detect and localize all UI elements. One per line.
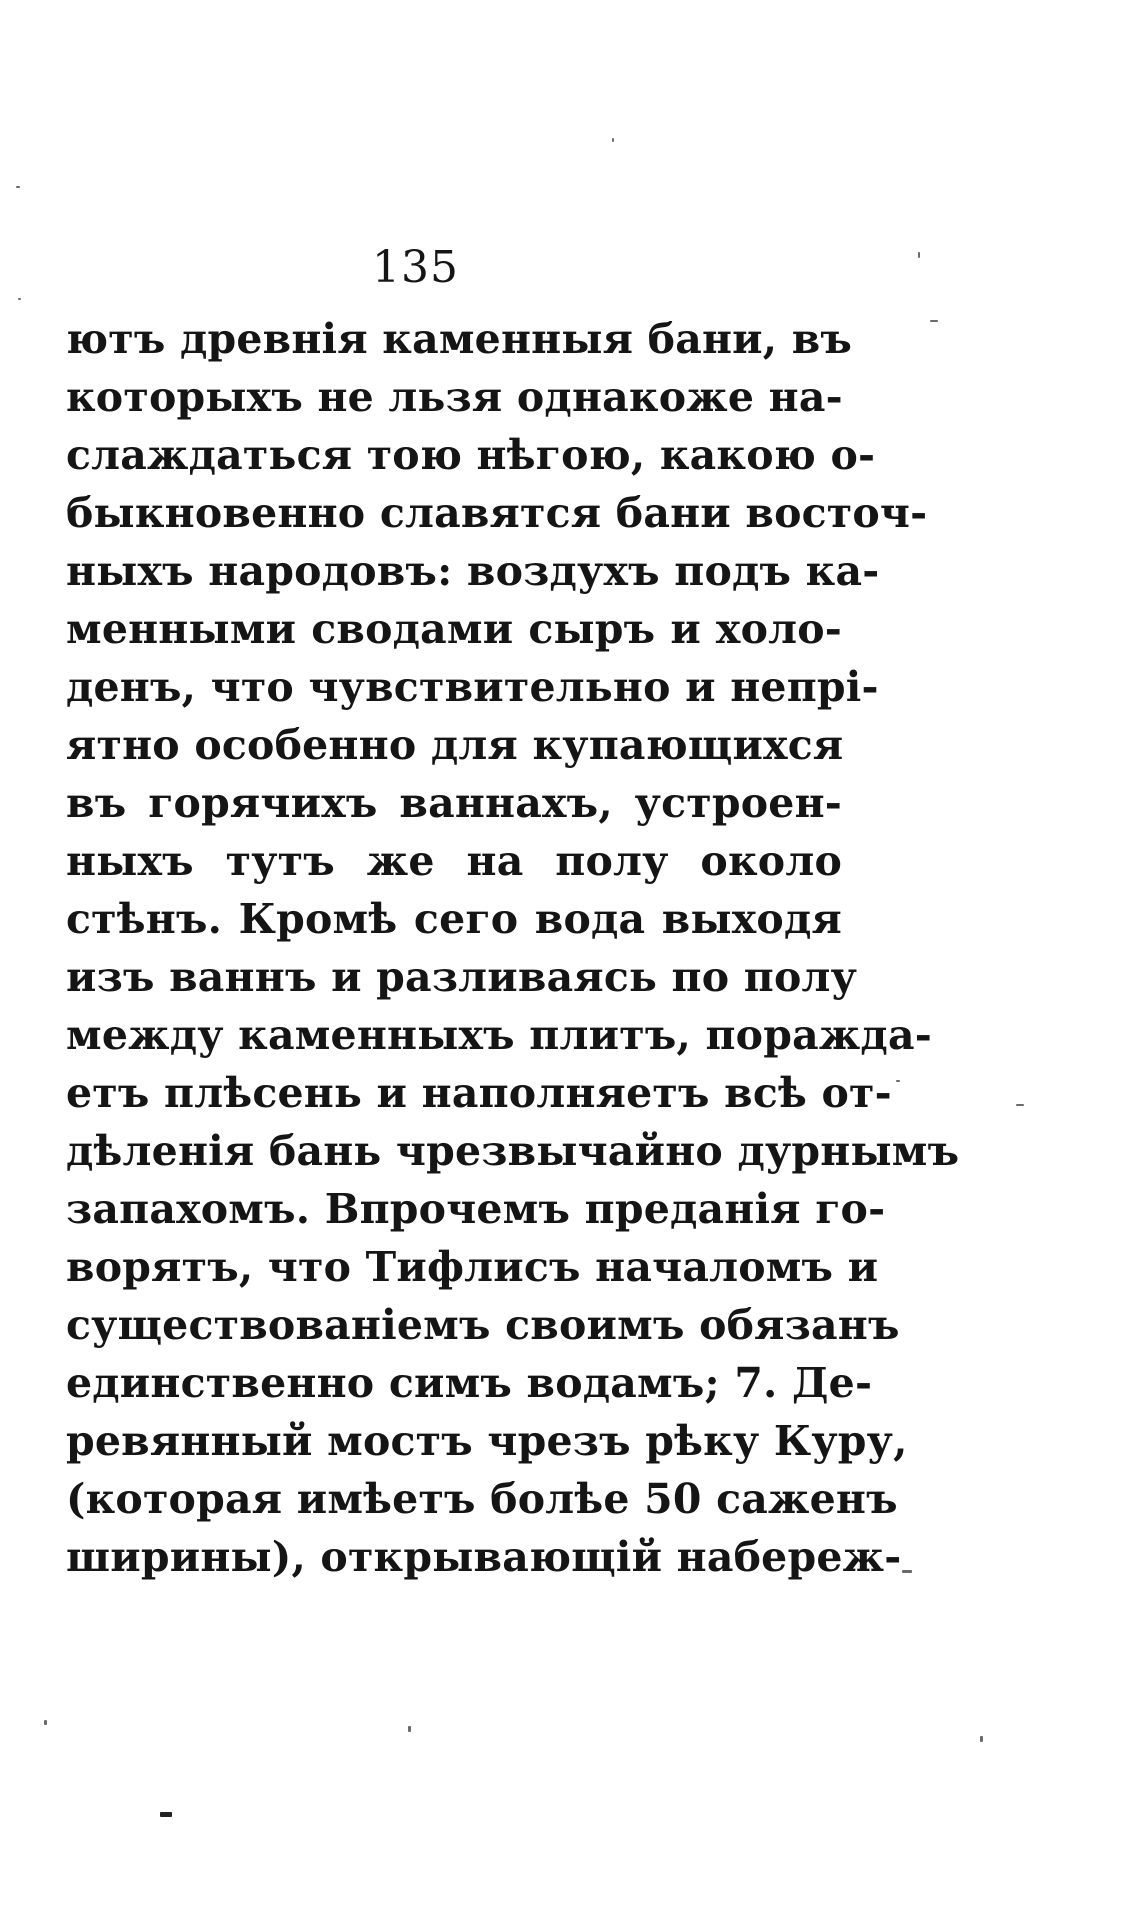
text-line: между каменныхъ плитъ, пораждa- <box>66 1011 932 1059</box>
text-line: ныхъ народовъ: воздухъ подъ ка- <box>66 547 880 595</box>
text-line: етъ плѣсень и наполняетъ всѣ от- <box>66 1069 892 1117</box>
scan-speck <box>918 252 920 258</box>
text-line: ворятъ, что Тифлисъ началомъ и <box>66 1243 879 1291</box>
scan-speck <box>930 320 938 322</box>
body-text <box>66 310 960 1586</box>
scan-speck <box>160 1812 172 1817</box>
scan-speck <box>408 1726 411 1732</box>
scan-speck <box>896 1080 900 1082</box>
scan-speck <box>902 1570 912 1573</box>
text-line: (которая имѣетъ болѣе 50 саженъ <box>66 1475 898 1523</box>
page-number: 135 <box>372 242 459 293</box>
scan-speck <box>980 1736 983 1742</box>
text-line: быкновенно славятся бани восточ- <box>66 489 928 537</box>
scan-speck <box>612 138 614 142</box>
text-line: ятно особенно для купающихся <box>66 721 844 769</box>
text-line: существованіемъ своимъ обязанъ <box>66 1301 900 1349</box>
text-line: запахомъ. Впрочемъ преданія го- <box>66 1185 886 1233</box>
text-line: ревянный мостъ чрезъ рѣку Куру, <box>66 1417 908 1465</box>
text-line: которыхъ не льзя однакоже на- <box>66 373 843 421</box>
text-line: ютъ древнія каменныя бани, въ <box>66 315 853 363</box>
scan-speck <box>16 186 20 188</box>
text-line: въ горячихъ ваннахъ, устроен- <box>66 779 842 827</box>
text-line: изъ ваннъ и разливаясь по полу <box>66 953 858 1001</box>
scan-speck <box>1016 1104 1024 1106</box>
text-line: ныхъ тутъ же на полу около <box>66 837 842 885</box>
text-line: денъ, что чувствительно и непрі- <box>66 663 879 711</box>
text-line: единственно симъ водамъ; 7. Де- <box>66 1359 873 1407</box>
text-line: менными сводами сыръ и холо- <box>66 605 842 653</box>
text-line: слаждаться тою нѣгою, какою о- <box>66 431 876 479</box>
scan-speck <box>18 298 21 300</box>
scan-speck <box>44 1720 47 1725</box>
text-line: дѣленія бань чрезвычайно дурнымъ <box>66 1127 960 1175</box>
text-line: стѣнъ. Кромѣ сего вода выходя <box>66 895 842 943</box>
text-line: ширины), открывающій набереж- <box>66 1533 902 1581</box>
